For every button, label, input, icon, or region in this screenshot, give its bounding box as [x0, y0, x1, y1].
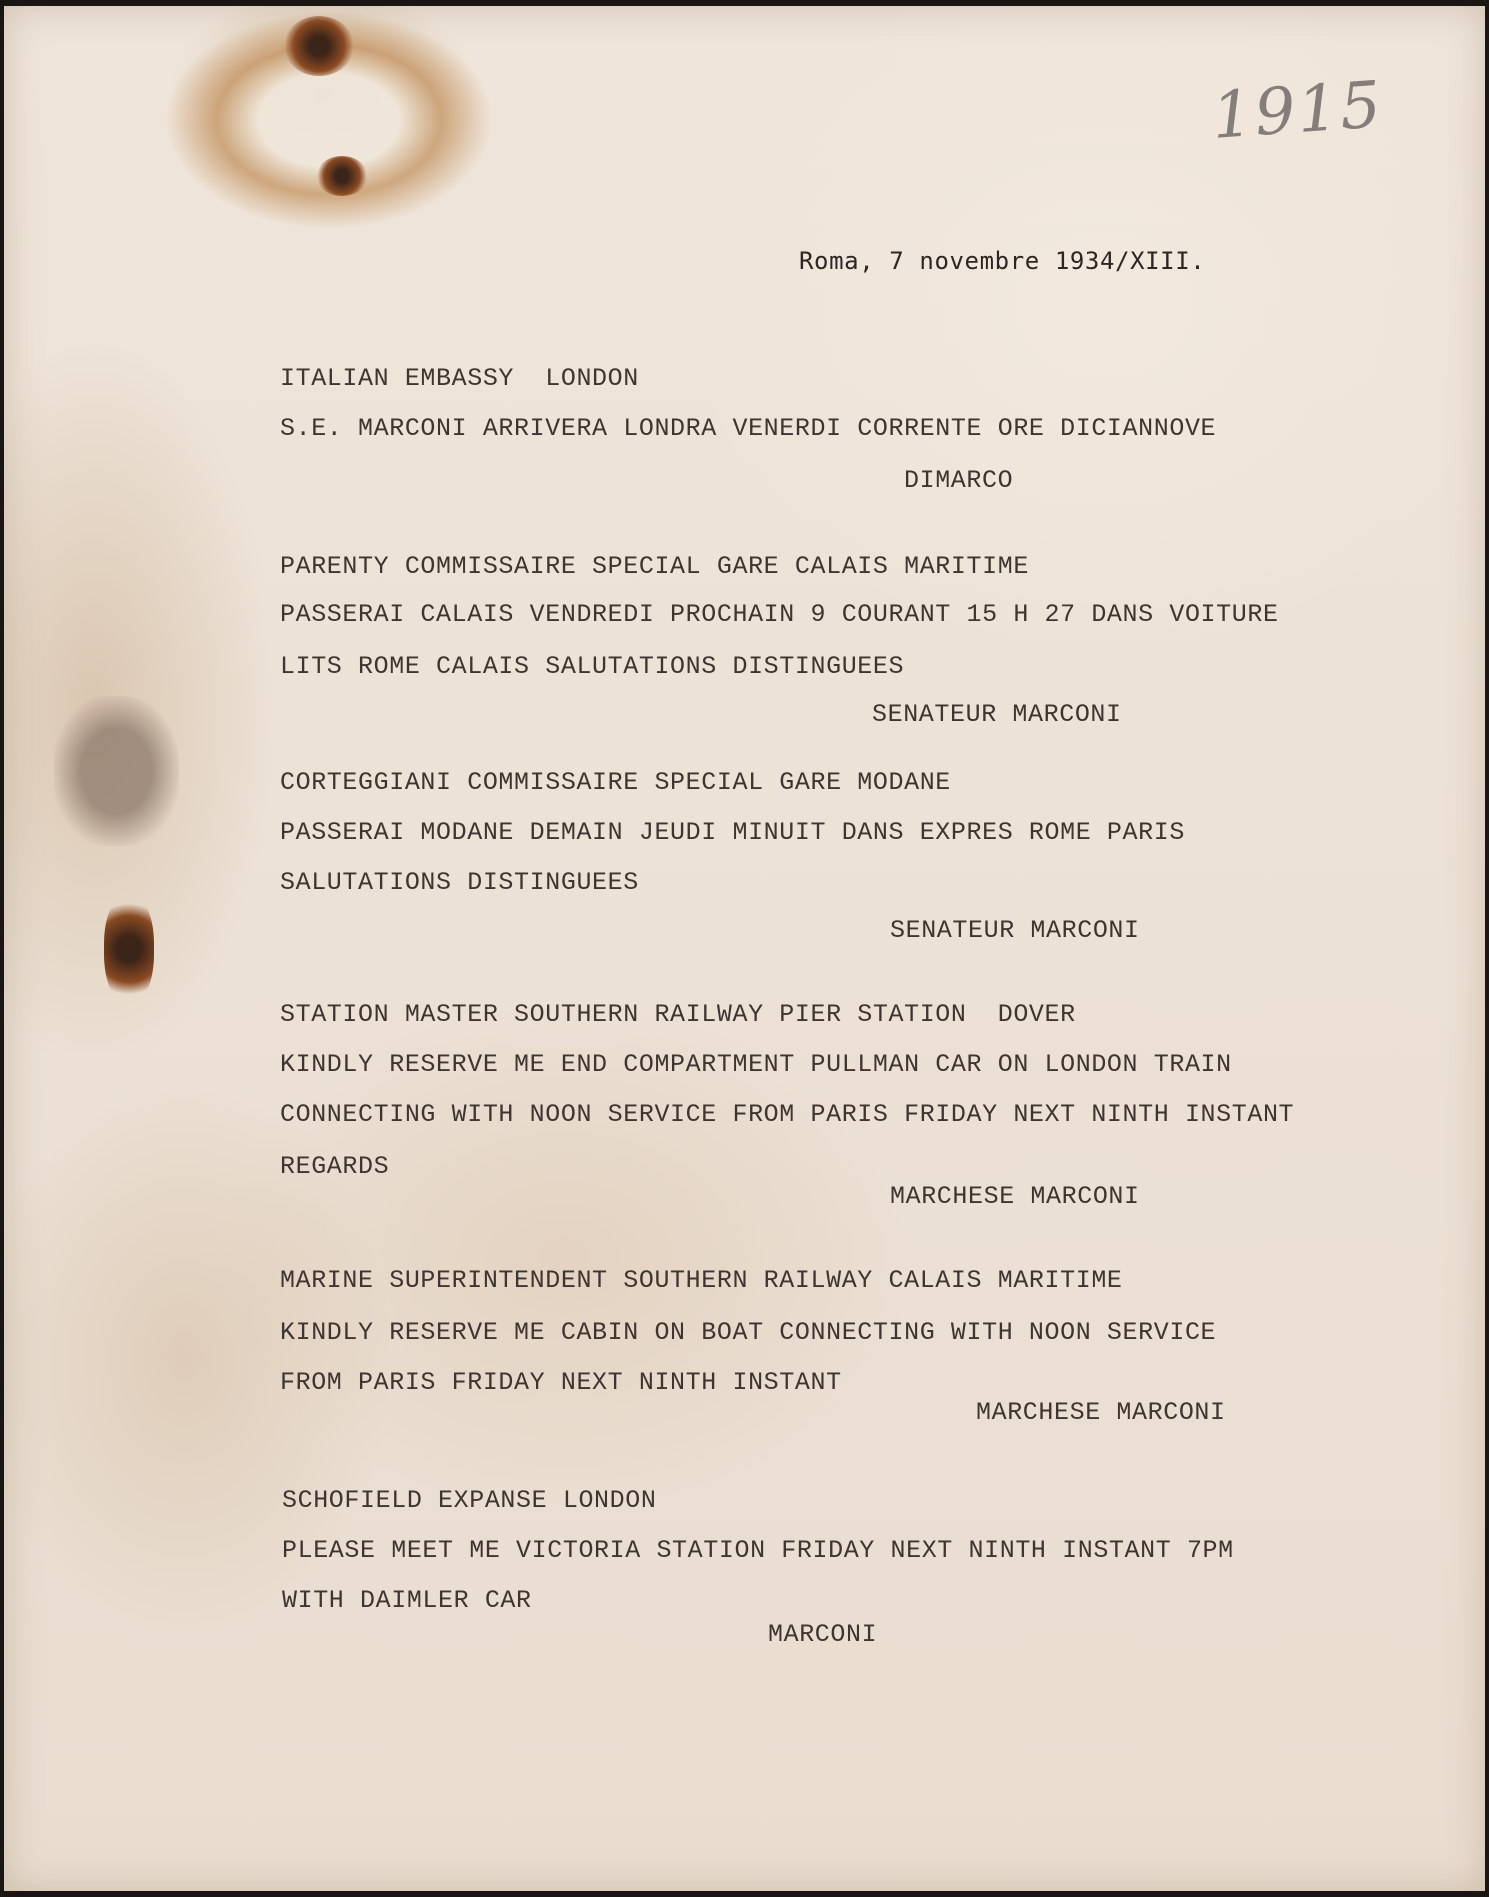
document-page: [4, 6, 1485, 1891]
telegram-3-signature: SENATEUR MARCONI: [890, 916, 1140, 945]
burn-mark: [284, 16, 354, 76]
telegram-6-body-line: PLEASE MEET ME VICTORIA STATION FRIDAY NEXT NINTH INSTANT 7PM: [282, 1536, 1234, 1565]
telegram-5-body-line: FROM PARIS FRIDAY NEXT NINTH INSTANT: [280, 1368, 842, 1397]
burn-mark: [104, 894, 154, 1004]
date-line: Roma, 7 novembre 1934/XIII.: [799, 247, 1206, 275]
telegram-5-addressee: MARINE SUPERINTENDENT SOUTHERN RAILWAY CALAIS MARITIME: [280, 1266, 1123, 1295]
telegram-2-body-line: PASSERAI CALAIS VENDREDI PROCHAIN 9 COURANT 15 H 27 DANS VOITURE: [280, 600, 1279, 629]
burn-mark: [316, 156, 368, 196]
telegram-3-body-line: PASSERAI MODANE DEMAIN JEUDI MINUIT DANS EXPRES ROME PARIS: [280, 818, 1185, 847]
telegram-6-addressee: SCHOFIELD EXPANSE LONDON: [282, 1486, 657, 1515]
ink-blot: [54, 696, 179, 846]
telegram-4-signature: MARCHESE MARCONI: [890, 1182, 1140, 1211]
telegram-1-signature: DIMARCO: [904, 466, 1014, 495]
telegram-2-body-line: LITS ROME CALAIS SALUTATIONS DISTINGUEES: [280, 652, 905, 681]
telegram-3-body-line: SALUTATIONS DISTINGUEES: [280, 868, 639, 897]
handwritten-annotation: 1915: [1209, 68, 1386, 154]
telegram-4-body-line: CONNECTING WITH NOON SERVICE FROM PARIS FRIDAY NEXT NINTH INSTANT: [280, 1100, 1295, 1129]
telegram-1-addressee: ITALIAN EMBASSY LONDON: [280, 364, 639, 393]
telegram-3-addressee: CORTEGGIANI COMMISSAIRE SPECIAL GARE MODANE: [280, 768, 951, 797]
telegram-4-body-line: KINDLY RESERVE ME END COMPARTMENT PULLMAN CAR ON LONDON TRAIN: [280, 1050, 1232, 1079]
telegram-2-addressee: PARENTY COMMISSAIRE SPECIAL GARE CALAIS MARITIME: [280, 552, 1029, 581]
telegram-5-body-line: KINDLY RESERVE ME CABIN ON BOAT CONNECTING WITH NOON SERVICE: [280, 1318, 1217, 1347]
telegram-2-signature: SENATEUR MARCONI: [872, 700, 1122, 729]
telegram-4-body-line: REGARDS: [280, 1152, 390, 1181]
telegram-1-body-line: S.E. MARCONI ARRIVERA LONDRA VENERDI CORRENTE ORE DICIANNOVE: [280, 414, 1217, 443]
telegram-6-body-line: WITH DAIMLER CAR: [282, 1586, 532, 1615]
telegram-5-signature: MARCHESE MARCONI: [976, 1398, 1226, 1427]
telegram-4-addressee: STATION MASTER SOUTHERN RAILWAY PIER STATION DOVER: [280, 1000, 1076, 1029]
telegram-6-signature: MARCONI: [768, 1620, 878, 1649]
